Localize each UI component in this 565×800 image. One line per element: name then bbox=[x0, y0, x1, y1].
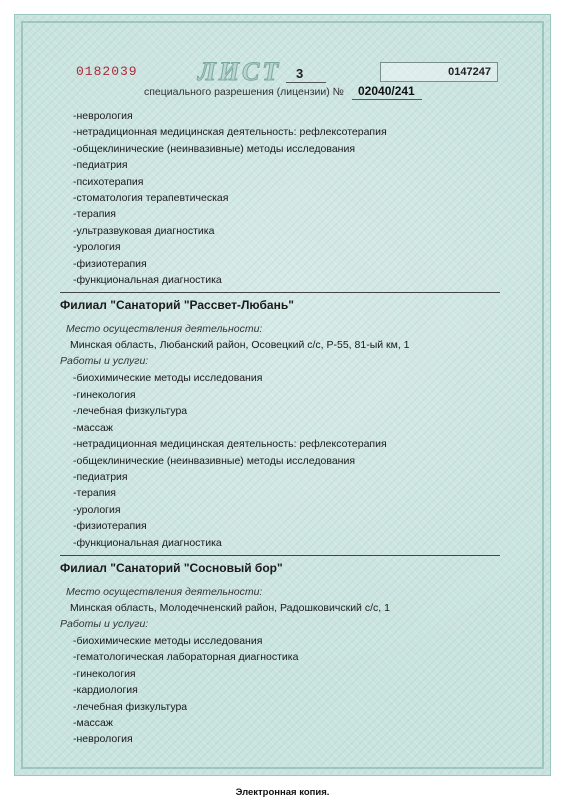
list-item: -гинекология bbox=[73, 388, 136, 401]
list-item: -общеклинические (неинвазивные) методы исследования bbox=[73, 142, 356, 155]
list-item: -педиатрия bbox=[73, 159, 128, 172]
section-divider bbox=[60, 292, 500, 293]
list-item: -биохимические методы исследования bbox=[73, 372, 263, 385]
electronic-copy-note: Электронная копия. bbox=[235, 787, 330, 798]
list-item: -лечебная физкультура bbox=[73, 700, 188, 713]
list-item: -лечебная физкультура bbox=[73, 405, 188, 418]
list-item: -нетрадиционная медицинская деятельность: рефлексотерапия bbox=[73, 438, 387, 451]
license-caption: специального разрешения (лицензии) № bbox=[144, 86, 344, 98]
list-item: -биохимические методы исследования bbox=[73, 634, 263, 647]
license-number: 02040/241 bbox=[358, 84, 415, 98]
list-item: -неврология bbox=[73, 110, 133, 122]
sheet-title: ЛИСТ bbox=[198, 57, 282, 86]
list-item: -терапия bbox=[73, 487, 116, 500]
list-item: -кардиология bbox=[73, 684, 138, 697]
branch-title: Филиал "Санаторий "Рассвет-Любань" bbox=[60, 298, 294, 313]
license-content bbox=[60, 108, 500, 748]
list-item: -терапия bbox=[73, 208, 116, 221]
list-item: -гинекология bbox=[73, 667, 136, 680]
list-item: -урология bbox=[73, 241, 121, 254]
branch-address: Минская область, Любанский район, Осовецкий с/с, Р-55, 81-ый км, 1 bbox=[70, 339, 410, 352]
list-item: -урология bbox=[73, 503, 121, 516]
list-item: -функциональная диагностика bbox=[73, 536, 222, 549]
list-item: -стоматология терапевтическая bbox=[73, 192, 229, 205]
serial-number: 0182039 bbox=[76, 64, 138, 79]
section-divider bbox=[60, 555, 500, 556]
list-item: -нетрадиционная медицинская деятельность: рефлексотерапия bbox=[73, 126, 387, 139]
sheet-number: 3 bbox=[296, 66, 304, 81]
sheet-number-underline bbox=[286, 82, 326, 83]
place-label: Место осуществления деятельности: bbox=[66, 323, 263, 336]
list-item: -общеклинические (неинвазивные) методы исследования bbox=[73, 454, 356, 467]
list-item: -массаж bbox=[73, 716, 113, 729]
list-item: -гематологическая лабораторная диагностика bbox=[73, 651, 299, 664]
form-number-box: 0147247 bbox=[380, 62, 498, 82]
list-item: -психотерапия bbox=[73, 175, 144, 188]
list-item: -физиотерапия bbox=[73, 520, 147, 533]
list-item: -массаж bbox=[73, 421, 113, 434]
branch-section bbox=[60, 560, 500, 748]
place-label: Место осуществления деятельности: bbox=[66, 585, 263, 598]
list-item: -ультразвуковая диагностика bbox=[73, 224, 215, 237]
branch-title: Филиал "Санаторий "Сосновый бор" bbox=[60, 560, 283, 575]
branch-section bbox=[60, 297, 500, 550]
license-number-underline bbox=[352, 99, 422, 100]
list-item: -неврология bbox=[73, 733, 133, 746]
works-label: Работы и услуги: bbox=[60, 617, 149, 630]
list-item: -функциональная диагностика bbox=[73, 274, 222, 287]
list-item: -педиатрия bbox=[73, 470, 128, 483]
works-label: Работы и услуги: bbox=[60, 355, 149, 368]
top-service-list bbox=[60, 108, 500, 288]
list-item: -физиотерапия bbox=[73, 257, 147, 270]
branch-address: Минская область, Молодечненский район, Радошковичский с/с, 1 bbox=[70, 601, 390, 614]
